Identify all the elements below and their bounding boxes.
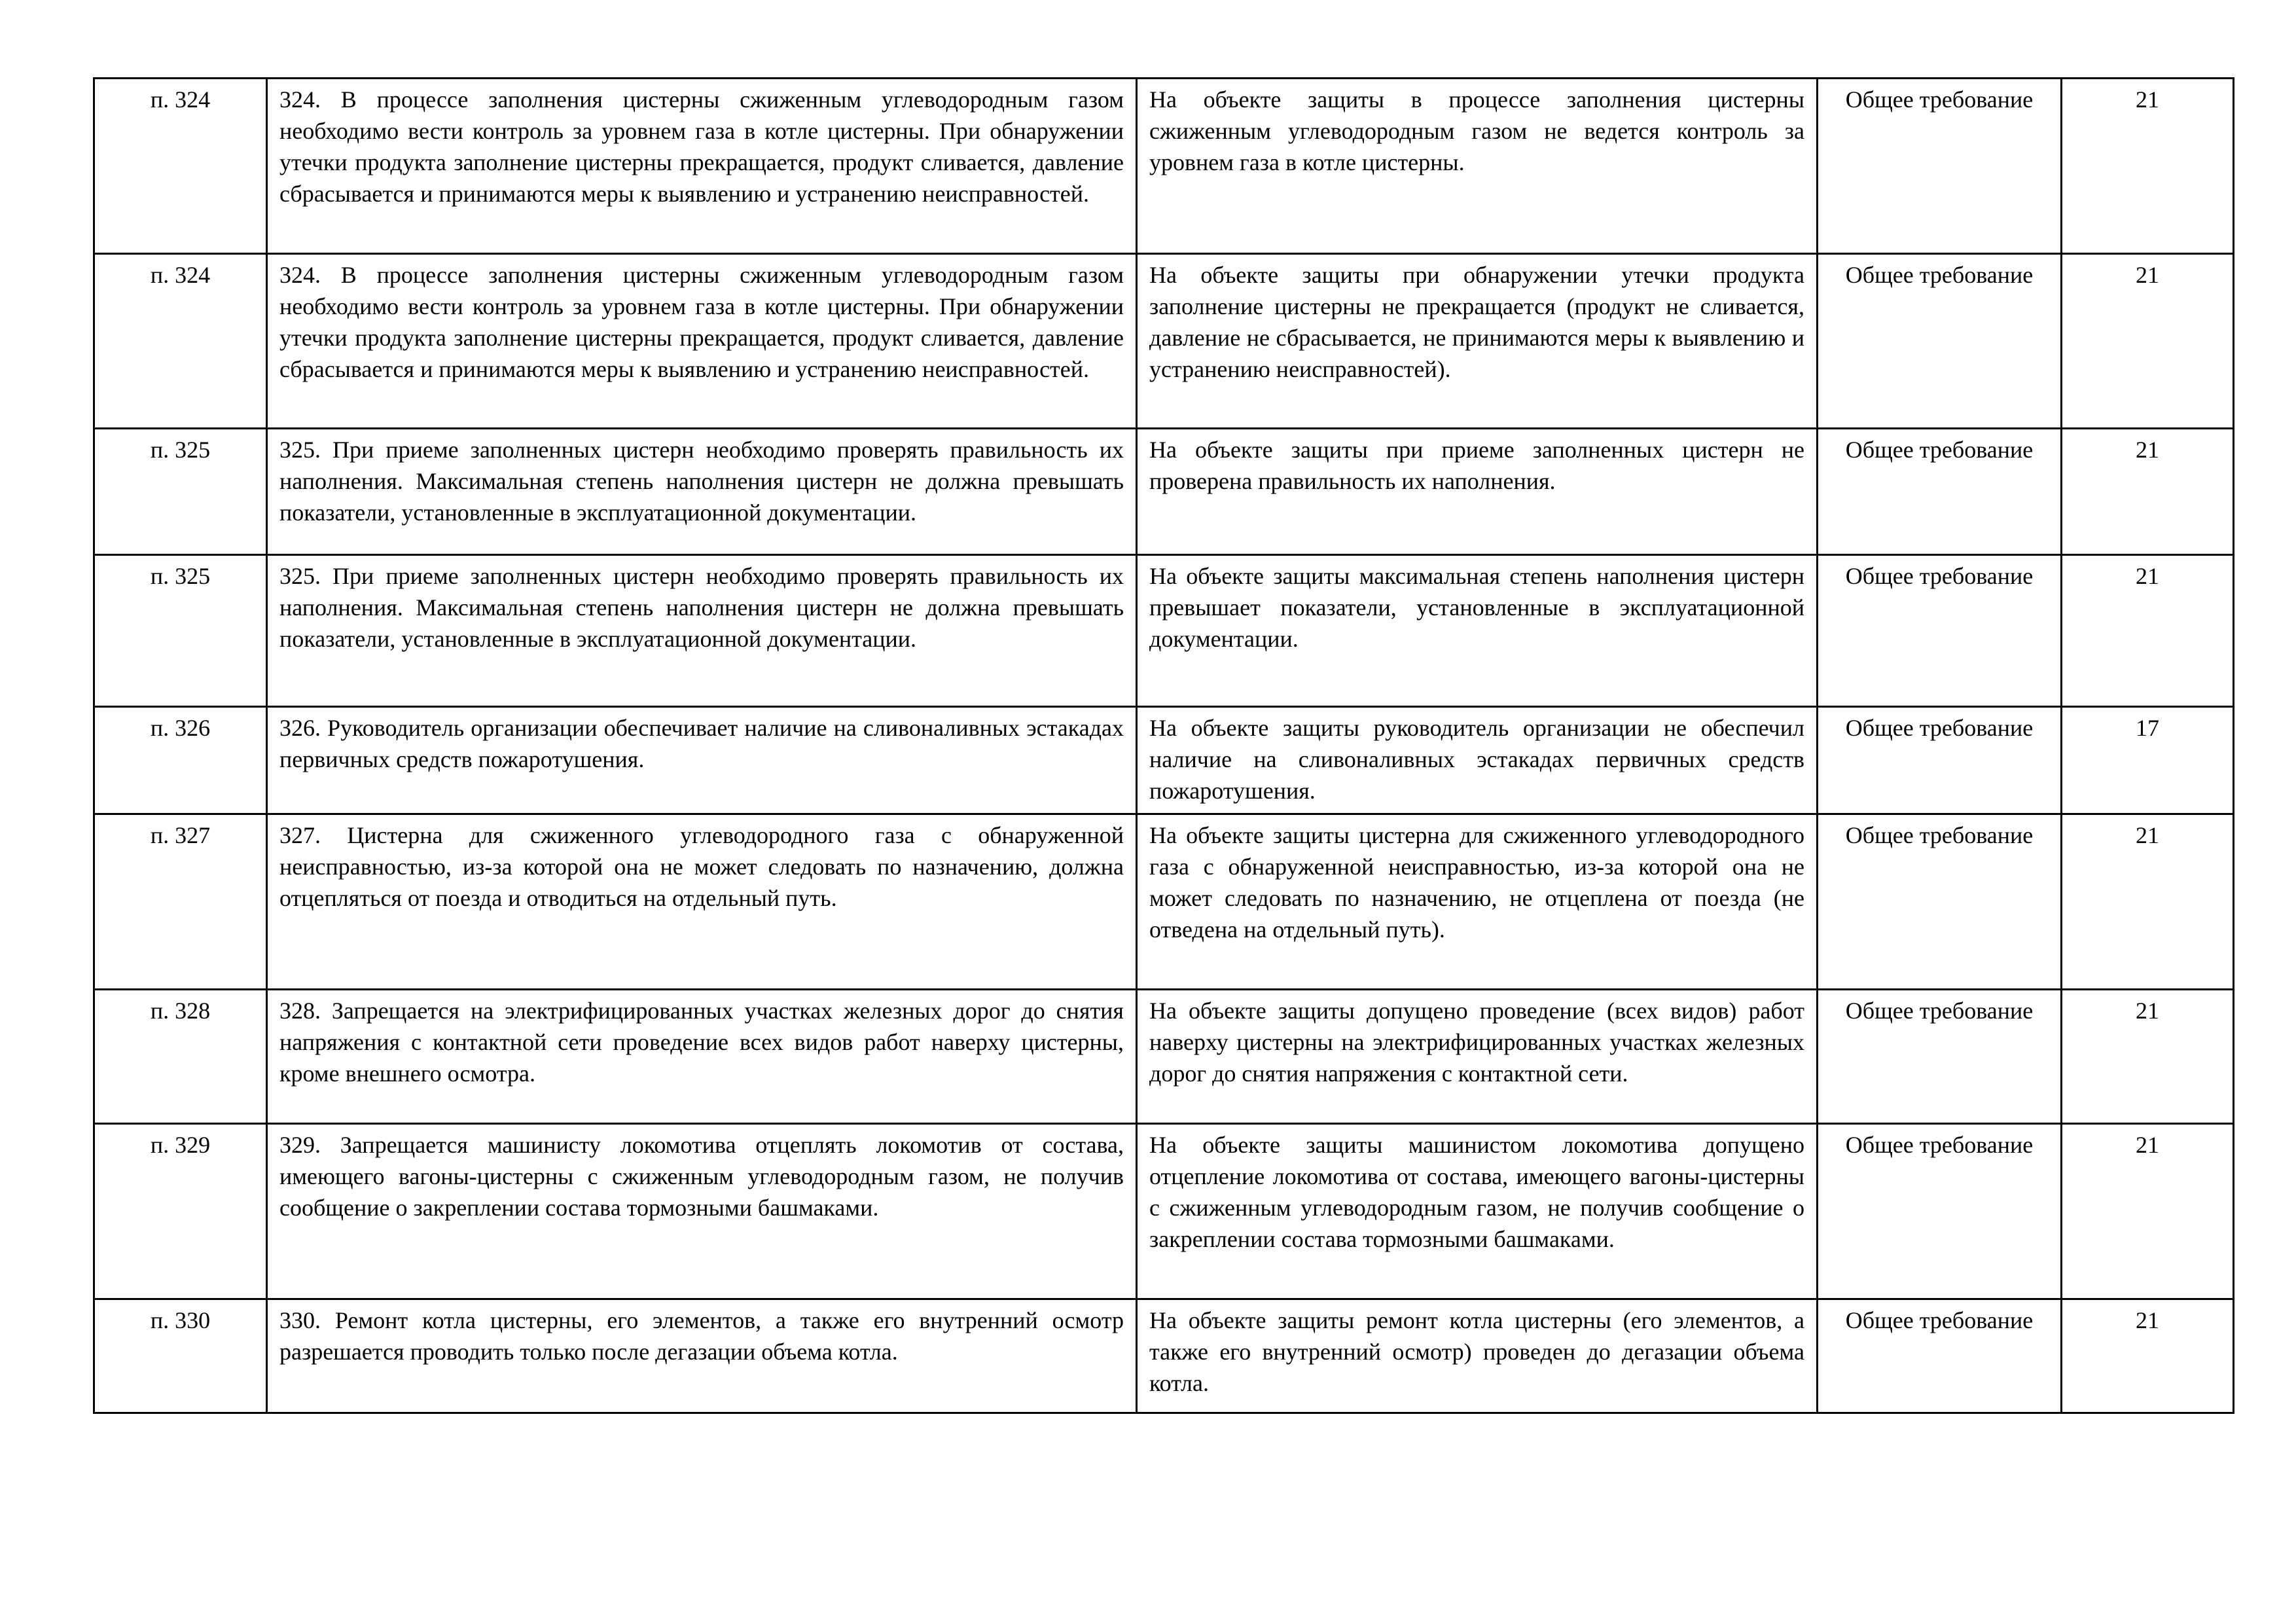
- requirement-cell: [267, 1299, 1137, 1413]
- code-value: 21: [2136, 822, 2159, 848]
- requirement-text: 328. Запрещается на электрифицированных участках железных дорог до снятия напряжения с контактной сети проведение всех видов работ наверху цистерны, кроме внешнего осмотра.: [279, 998, 1124, 1087]
- table-row: [94, 79, 2234, 254]
- requirement-type: Общее требование: [1845, 262, 2034, 288]
- violation-text: На объекте защиты максимальная степень наполнения цистерн превышает показатели, установленные в эксплуатационной документации.: [1149, 563, 1804, 652]
- requirement-text: 325. При приеме заполненных цистерн необходимо проверять правильность их наполнения. Максимальная степень наполнения цистерн не должна превышать показатели, установленные в эксплуатационной документации.: [279, 437, 1124, 526]
- requirement-text: 326. Руководитель организации обеспечивает наличие на сливоналивных эстакадах первичных средств пожаротушения.: [279, 715, 1124, 772]
- code-cell: [2062, 429, 2234, 555]
- requirement-cell: [267, 555, 1137, 707]
- code-cell: [2062, 254, 2234, 429]
- violation-cell: [1137, 1124, 1818, 1299]
- table-row: [94, 1299, 2234, 1413]
- code-value: 21: [2136, 86, 2159, 113]
- code-value: 21: [2136, 998, 2159, 1024]
- violation-text: На объекте защиты цистерна для сжиженного углеводородного газа с обнаруженной неисправностью, из-за которой она не может следовать по назначению, не отцеплена от поезда (не отведена на отдельный путь).: [1149, 822, 1804, 943]
- violation-cell: [1137, 1299, 1818, 1413]
- requirement-cell: [267, 254, 1137, 429]
- requirement-type-cell: [1818, 555, 2062, 707]
- requirement-cell: [267, 429, 1137, 555]
- clause-ref: п. 325: [150, 437, 211, 463]
- code-cell: [2062, 79, 2234, 254]
- violation-cell: [1137, 555, 1818, 707]
- violation-text: На объекте защиты в процессе заполнения цистерны сжиженным углеводородным газом не ведется контроль за уровнем газа в котле цистерны.: [1149, 86, 1804, 175]
- requirement-text: 327. Цистерна для сжиженного углеводородного газа с обнаруженной неисправностью, из-за которой она не может следовать по назначению, должна отцепляться от поезда и отводиться на отдельный путь.: [279, 822, 1124, 911]
- clause-ref-cell: [94, 814, 267, 990]
- requirement-type: Общее требование: [1845, 715, 2034, 741]
- violation-text: На объекте защиты при обнаружении утечки продукта заполнение цистерны не прекращается (продукт не сливается, давление не сбрасывается, не принимаются меры к выявлению и устранению неисправностей).: [1149, 262, 1804, 382]
- clause-ref: п. 327: [150, 822, 211, 848]
- requirement-type: Общее требование: [1845, 563, 2034, 589]
- violation-text: На объекте защиты руководитель организации не обеспечил наличие на сливоналивных эстакадах первичных средств пожаротушения.: [1149, 715, 1804, 804]
- code-cell: [2062, 814, 2234, 990]
- requirement-type-cell: [1818, 254, 2062, 429]
- clause-ref-cell: [94, 1299, 267, 1413]
- code-value: 21: [2136, 437, 2159, 463]
- requirement-type-cell: [1818, 814, 2062, 990]
- requirement-cell: [267, 990, 1137, 1124]
- requirement-type-cell: [1818, 1124, 2062, 1299]
- violation-text: На объекте защиты ремонт котла цистерны (его элементов, а также его внутренний осмотр) проведен до дегазации объема котла.: [1149, 1307, 1804, 1396]
- table-row: [94, 254, 2234, 429]
- requirement-cell: [267, 814, 1137, 990]
- requirement-text: 324. В процессе заполнения цистерны сжиженным углеводородным газом необходимо вести контроль за уровнем газа в котле цистерны. При обнаружении утечки продукта заполнение цистерны прекращается, продукт сливается, давление сбрасывается и принимаются меры к выявлению и устранению неисправностей.: [279, 86, 1124, 207]
- clause-ref-cell: [94, 1124, 267, 1299]
- violation-cell: [1137, 990, 1818, 1124]
- clause-ref-cell: [94, 254, 267, 429]
- requirement-cell: [267, 707, 1137, 814]
- requirement-type-cell: [1818, 79, 2062, 254]
- requirement-type: Общее требование: [1845, 822, 2034, 848]
- requirement-text: 324. В процессе заполнения цистерны сжиженным углеводородным газом необходимо вести контроль за уровнем газа в котле цистерны. При обнаружении утечки продукта заполнение цистерны прекращается, продукт сливается, давление сбрасывается и принимаются меры к выявлению и устранению неисправностей.: [279, 262, 1124, 382]
- code-value: 21: [2136, 1132, 2159, 1158]
- code-value: 21: [2136, 262, 2159, 288]
- clause-ref-cell: [94, 990, 267, 1124]
- requirement-text: 329. Запрещается машинисту локомотива отцеплять локомотив от состава, имеющего вагоны-цистерны с сжиженным углеводородным газом, не получив сообщение о закреплении состава тормозными башмаками.: [279, 1132, 1124, 1221]
- requirement-type: Общее требование: [1845, 1307, 2034, 1333]
- table-row: [94, 814, 2234, 990]
- code-cell: [2062, 707, 2234, 814]
- requirement-cell: [267, 1124, 1137, 1299]
- clause-ref-cell: [94, 555, 267, 707]
- code-cell: [2062, 1124, 2234, 1299]
- table-row: [94, 707, 2234, 814]
- clause-ref: п. 326: [150, 715, 211, 741]
- clause-ref: п. 324: [150, 86, 211, 113]
- requirement-type-cell: [1818, 990, 2062, 1124]
- clause-ref: п. 328: [150, 998, 211, 1024]
- violation-cell: [1137, 707, 1818, 814]
- requirement-type: Общее требование: [1845, 1132, 2034, 1158]
- violation-cell: [1137, 429, 1818, 555]
- table-row: [94, 555, 2234, 707]
- clause-ref: п. 324: [150, 262, 211, 288]
- requirement-text: 330. Ремонт котла цистерны, его элементов, а также его внутренний осмотр разрешается проводить только после дегазации объема котла.: [279, 1307, 1124, 1365]
- code-cell: [2062, 990, 2234, 1124]
- clause-ref: п. 330: [150, 1307, 211, 1333]
- code-value: 21: [2136, 563, 2159, 589]
- requirement-type-cell: [1818, 429, 2062, 555]
- requirement-type: Общее требование: [1845, 86, 2034, 113]
- table-row: [94, 990, 2234, 1124]
- requirements-table: [93, 77, 2234, 1414]
- code-cell: [2062, 555, 2234, 707]
- violation-cell: [1137, 254, 1818, 429]
- violation-cell: [1137, 814, 1818, 990]
- requirement-type: Общее требование: [1845, 437, 2034, 463]
- clause-ref: п. 325: [150, 563, 211, 589]
- code-value: 21: [2136, 1307, 2159, 1333]
- requirement-type-cell: [1818, 1299, 2062, 1413]
- clause-ref-cell: [94, 79, 267, 254]
- violation-text: На объекте защиты машинистом локомотива допущено отцепление локомотива от состава, имеющего вагоны-цистерны с сжиженным углеводородным газом, не получив сообщение о закреплении состава тормозными башмаками.: [1149, 1132, 1804, 1252]
- requirement-cell: [267, 79, 1137, 254]
- clause-ref: п. 329: [150, 1132, 211, 1158]
- violation-text: На объекте защиты при приеме заполненных цистерн не проверена правильность их наполнения.: [1149, 437, 1804, 494]
- clause-ref-cell: [94, 707, 267, 814]
- requirement-type: Общее требование: [1845, 998, 2034, 1024]
- code-cell: [2062, 1299, 2234, 1413]
- violation-text: На объекте защиты допущено проведение (всех видов) работ наверху цистерны на электрифицированных участках железных дорог до снятия напряжения с контактной сети.: [1149, 998, 1804, 1087]
- table-row: [94, 429, 2234, 555]
- clause-ref-cell: [94, 429, 267, 555]
- violation-cell: [1137, 79, 1818, 254]
- table-row: [94, 1124, 2234, 1299]
- requirement-type-cell: [1818, 707, 2062, 814]
- code-value: 17: [2136, 715, 2159, 741]
- requirement-text: 325. При приеме заполненных цистерн необходимо проверять правильность их наполнения. Максимальная степень наполнения цистерн не должна превышать показатели, установленные в эксплуатационной документации.: [279, 563, 1124, 652]
